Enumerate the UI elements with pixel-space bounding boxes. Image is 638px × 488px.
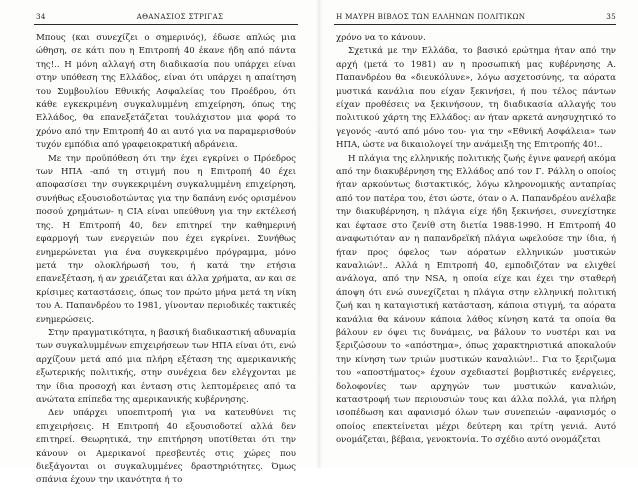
paragraph: χρόνο να το κάνουν. [336, 33, 426, 43]
paragraph: Μπους (και συνεχίζει ο σημερινός), έδωσε απλώς μια ώθηση, σε κάτι που η Επιτροπή 40 έκανε ήδη από πάντα της!.. Η μόνη αλλαγή στη διαδικασία που υπάρχει είναι στην υπόθεση της Ελλάδος, είναι ότι υπάρχει η απαίτηση του Συμβουλίου Εθνικής Ασφαλείας του Προέδρου, ότι κάθε εγκεκριμένη συγκαλυμμένη επιχείρηση, όπως της Ελλάδος, θα επανεξετάζεται τουλάχιστον μια φορά το χρόνο από την Επιτροπή 40 αι αυτό για να παραμερισθούν τυχόν εμπόδια από γραφειοκρατική αδράνεια. [36, 33, 296, 151]
right-page-number: 35 [606, 12, 616, 21]
left-page-body [36, 32, 296, 486]
paragraph: Δεν υπάρχει υποεπιτροπή για να κατευθύνει τις επιχειρήσεις. Η Επιτροπή 40 εξουσιοδοτεί αλλά δεν επιτηρεί. Θεωρητικά, την επιτήρηση υποτίθεται ότι την κάνουν οι Αμερικανοί πρεσβευτές στις χώρες που διεξάγονται οι συγκαλυμμένες δραστηριότητες. Όμως σπάνια έχουν την ικανότητα ή το [36, 408, 296, 486]
paragraph: Η πλάγια της ελληνικής πολιτικής ζωής έγινε φανερή ακόμα από την διακυβέρνηση της Ελλάδος από τον Γ. Ράλλη ο οποίος ήταν αρκούντως διστακτικός, λόγω κληρονομικής ανταπρίας από τον πατέρα του, έτσι ώστε, όταν ο Α. Παπανδρέου ανέλαβε την διακυβέρνηση, η πλάγια είχε ήδη ξεκινήσει, συνεχίστηκε και έφτασε στο ζενίθ στη διετία 1988-1990. Η Επιτροπή 40 αναφωτιόταν αν η παπανδρεϊκή πλάγια ωφελούσε την ίδια, ή ήταν προς όφελος των αόρατων ελληνικών μυστικών καναλιών!.. Αλλά η Επιτροπή 40, εμποδιζόταν να ελιχθεί ανάλογα, από την NSA, η οποία είχε και έχει την σταθερή άποψη ότι ενώ συνεχίζεται η πλάγια στην ελληνική πολιτική ζωή και η καταγιστική κατάσταση, κάποια στιγμή, τα αόρατα κανάλια θα κάνουν κάποια λάθος κίνηση κατά τα οποία θα βάλουν εν όψει τις δυνάμεις, να βάλουν το νυστέρι και να ξεριζώσουν το «απόστημα», όπως χαρακτηριστικά αποκαλούν την κίνηση των τριών μυστικών καναλιών!.. Για το ξεριζωμα του «αποστήματος» έχουν σχεδιαστεί βομβιστικές ενέργειες, δολοφονίες των αρχηγών των μυστικών καναλιών, καταστροφή των περιουσιών τους και άλλα πολλά, για πλήρη ισοπέδωση και αφανισμό όλων των συνεπειών -αφανισμός ο οποίος επεκτείνεται μέχρι δεύτερη και τρίτη γενιά. Αυτό ονομάζεται, βέβαια, γενοκτονία. Το σχέδιο αυτό ονομάζεται [336, 153, 616, 446]
left-page [0, 0, 320, 486]
paragraph: Με την προϋπόθεση ότι την έχει εγκρίνει ο Πρόεδρος των ΗΠΑ -από τη στιγμή που η Επιτροπή 40 έχει αποφασίσει την συγκεκριμένη συγκαλυμμένη επιχείρηση, συνήθως εξουσιοδοτώντας για την δαπάνη ενός ορισμένου ποσού χρημάτων- η CIA είναι υπεύθυνη για την εκτέλεσή της. Η Επιτροπή 40, δεν επιτηρεί την καθημερινή εφαρμογή των ενεργειών που έχει εγκρίνει. Συνήθως ενημερώνεται για ένα συγκεκριμένο πρόγραμμα, μόνο μετά την ολοκλήρωσή του, ή κατά την ετήσια επανεξέταση, ή αν χρειάζεται και άλλα χρήματα, αν και σε κρίσιμες καταστάσεις, όπως τον πρώτο μήνα μετά τη νίκη του Α. Παπανδρέου το 1981, γίνονταν περιοδικές τακτικές ενημερώσεις. [36, 153, 296, 325]
right-running-head: Η ΜΑΥΡΗ ΒΙΒΛΟΣ ΤΩΝ ΕΛΛΗΝΩΝ ΠΟΛΙΤΙΚΩΝ [336, 12, 526, 21]
left-header-rule [34, 24, 298, 25]
right-page [320, 0, 638, 468]
right-page-body [336, 32, 616, 464]
paragraph: Σχετικά με την Ελλάδα, το βασικό ερώτημα ήταν από την αρχή (μετά το 1981) αν η προσωπική μας κυβέρνησης Α. Παπανδρέου θα «διευκόλυνε», λόγω ασχετοσύνης, τα αόρατα μυστικά κανάλια που είχαν ξεκινήσει, ή που τέλος πάντων είχαν προθέσεις να ξεκινήσουν, τη διαδικασία αλλαγής του πολιτικού χάρτη της Ελλάδος: αν ήταν αρκετά ανησυχητικό το γεγονός -αυτό από μόνο του- για την «Εθνική Ασφάλεια» των ΗΠΑ, ώστε να δικαιολογεί την ανάμειξη της Επιτροπής 40!.. [336, 46, 616, 151]
left-running-head: ΑΘΑΝΑΣΙΟΣ ΣΤΡΙΓΑΣ [136, 12, 224, 21]
paragraph: Στην πραγματικότητα, η βασική διαδικαστική αδυναμία των συγκαλυμμένων επιχειρήσεων των ΗΠΑ είναι ότι, ενώ αρχίζουν μετά από μια πλήρη εξέταση της αμερικανικής εξωτερικής πολιτικής, στην συνέχεια δεν ελέγχονται με την ίδια προσοχή και ένταση στις λεπτομέρειες από τα ανώτατα επίπεδα της αμερικανικής κυβέρνησης. [36, 327, 296, 405]
right-header-rule [334, 24, 616, 25]
left-page-number: 34 [36, 12, 46, 21]
